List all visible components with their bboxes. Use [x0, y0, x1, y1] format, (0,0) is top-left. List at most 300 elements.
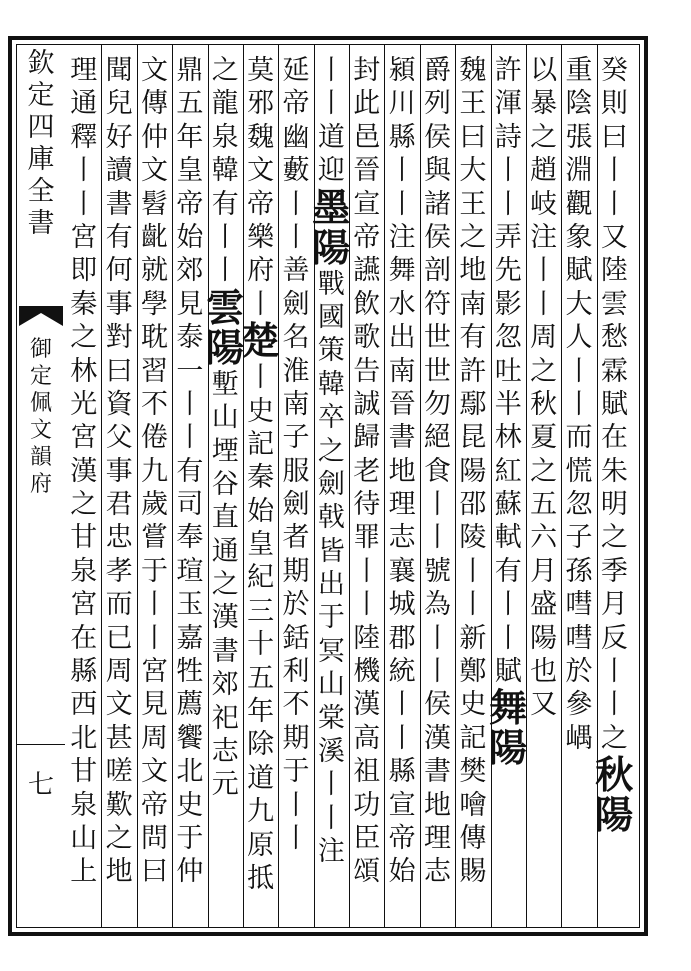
text-char: 曰 [105, 355, 133, 387]
text-char: 文 [140, 155, 168, 187]
text-char: 好 [105, 121, 133, 153]
text-char: 薦 [176, 689, 204, 721]
text-char: 周 [530, 322, 558, 354]
text-char: 延 [282, 55, 310, 86]
text-char: 期 [282, 555, 310, 587]
text-char: 誠 [353, 388, 381, 420]
text-char: 文 [140, 756, 168, 788]
text-char: 有 [211, 188, 239, 220]
text-char: 丨 [140, 622, 168, 654]
text-char: 志 [423, 856, 451, 888]
text-char: 帝 [282, 88, 310, 120]
text-char: 利 [282, 656, 310, 688]
volume-title [17, 336, 65, 498]
text-char: 府 [247, 255, 275, 287]
text-char: 人 [565, 322, 593, 354]
text-char: 在 [70, 622, 98, 654]
text-char: 宣 [388, 789, 416, 821]
text-char: 之 [530, 121, 558, 153]
series-title-char: 四 [27, 112, 55, 143]
text-char: 帝 [140, 789, 168, 821]
text-char: 北 [70, 722, 98, 754]
page-margin-column [16, 44, 65, 928]
text-char: 陽 [459, 455, 487, 487]
series-title-char: 定 [27, 80, 55, 111]
text-char: 渾 [494, 88, 522, 120]
text-column [347, 54, 387, 922]
text-char: 齔 [140, 221, 168, 253]
text-char: 林 [494, 422, 522, 454]
text-char: 注 [530, 221, 558, 253]
text-char: 與 [423, 155, 451, 187]
text-char: 而 [105, 589, 133, 621]
text-char: 始 [247, 495, 275, 527]
text-char: 棠 [317, 702, 345, 734]
text-char: 盛 [530, 589, 558, 621]
text-char: 文 [247, 155, 275, 187]
text-char: 有 [459, 322, 487, 354]
text-column [559, 54, 599, 922]
text-char: 丨 [282, 789, 310, 821]
text-char: 罪 [353, 522, 381, 554]
text-char: 丨 [176, 422, 204, 454]
text-char: 泉 [70, 789, 98, 821]
text-char: 習 [140, 355, 168, 387]
text-char: 不 [282, 689, 310, 721]
text-char: 丨 [600, 155, 628, 187]
text-char: 帝 [353, 221, 381, 253]
text-char: 釋 [70, 121, 98, 153]
text-char: 趙 [530, 155, 558, 187]
text-char: 賦 [600, 388, 628, 420]
text-char: 丨 [317, 55, 345, 86]
text-char: 絕 [423, 422, 451, 454]
headword-char: 陽 [312, 224, 351, 270]
text-char: 嘗 [140, 522, 168, 554]
text-char: 史 [459, 689, 487, 721]
text-char: 讀 [105, 155, 133, 187]
text-char: 陵 [459, 522, 487, 554]
text-char: 丨 [353, 589, 381, 621]
text-char: 影 [494, 288, 522, 320]
text-char: 始 [388, 856, 416, 888]
text-char: 六 [530, 522, 558, 554]
text-char: 丨 [600, 689, 628, 721]
text-char: 于 [282, 756, 310, 788]
volume-title-char: 定 [29, 364, 52, 389]
text-char: 秋 [530, 388, 558, 420]
text-char: 光 [70, 388, 98, 420]
text-char: 文 [140, 55, 168, 86]
text-char: 耽 [140, 322, 168, 354]
text-char: 宮 [70, 589, 98, 621]
text-char: 夏 [530, 422, 558, 454]
text-char: 策 [317, 335, 345, 367]
text-char: 孝 [105, 555, 133, 587]
text-char: 冥 [317, 635, 345, 667]
series-title-char: 書 [27, 208, 55, 239]
page-number: 七 [27, 770, 54, 800]
text-column [453, 54, 493, 922]
text-char: 於 [565, 656, 593, 688]
text-char: 郡 [388, 622, 416, 654]
text-char: 霖 [600, 355, 628, 387]
text-char: 陽 [530, 622, 558, 654]
text-char: 皇 [176, 155, 204, 187]
text-char: 噲 [459, 789, 487, 821]
text-char: 丨 [282, 188, 310, 220]
book-page [8, 36, 648, 936]
text-char: 歸 [353, 422, 381, 454]
text-char: 劍 [282, 489, 310, 521]
text-char: 于 [176, 822, 204, 854]
fish-tail-mark [19, 306, 63, 326]
text-char: 帝 [388, 822, 416, 854]
headword-char: 楚 [241, 318, 280, 364]
text-char: 號 [423, 555, 451, 587]
text-char: 龍 [211, 88, 239, 120]
text-char: 丨 [423, 622, 451, 654]
text-column [241, 54, 281, 922]
text-char: 丨 [317, 769, 345, 801]
text-char: 漢 [70, 455, 98, 487]
text-char: 記 [459, 722, 487, 754]
text-char: 川 [388, 88, 416, 120]
text-char: 之 [600, 522, 628, 554]
text-char: 侯 [423, 689, 451, 721]
text-char: 國 [317, 301, 345, 333]
text-char: 原 [247, 829, 275, 861]
text-char: 上 [70, 856, 98, 888]
text-char: 侯 [423, 121, 451, 153]
text-char: 象 [565, 221, 593, 253]
text-char: 詩 [494, 121, 522, 153]
text-char: 弄 [494, 221, 522, 253]
text-char: 之 [530, 455, 558, 487]
text-char: 待 [353, 489, 381, 521]
text-char: 城 [388, 589, 416, 621]
headword-char: 雲 [206, 284, 245, 330]
text-char: 於 [282, 589, 310, 621]
text-char: 丨 [423, 489, 451, 521]
text-char: 之 [317, 435, 345, 467]
text-char: 丨 [388, 188, 416, 220]
text-char: 漢 [423, 722, 451, 754]
series-title-char: 全 [27, 176, 55, 207]
text-char: 皆 [317, 535, 345, 567]
text-char: 縣 [70, 656, 98, 688]
text-char: 出 [317, 569, 345, 601]
text-char: 丨 [176, 388, 204, 420]
text-char: 之 [70, 322, 98, 354]
text-char: 縣 [388, 121, 416, 153]
text-char: 晉 [353, 155, 381, 187]
text-char: 帝 [247, 188, 275, 220]
text-char: 丨 [247, 288, 275, 320]
text-char: 南 [459, 288, 487, 320]
text-char: 曰 [140, 856, 168, 888]
text-char: 重 [565, 55, 593, 86]
text-char: 丨 [282, 822, 310, 854]
text-char: 年 [176, 121, 204, 153]
text-char: 縣 [388, 756, 416, 788]
text-char: 邪 [247, 88, 275, 120]
text-char: 理 [70, 55, 98, 86]
text-char: 陸 [353, 622, 381, 654]
text-char: 世 [423, 355, 451, 387]
text-char: 韓 [211, 155, 239, 187]
text-char: 瑄 [176, 555, 204, 587]
text-char: 注 [317, 836, 345, 868]
text-char: 為 [423, 589, 451, 621]
text-char: 丨 [211, 221, 239, 253]
text-char: 仲 [140, 121, 168, 153]
text-char: 紅 [494, 455, 522, 487]
text-char: 丨 [353, 555, 381, 587]
text-char: 王 [459, 88, 487, 120]
text-char: 地 [459, 255, 487, 287]
text-char: 軾 [494, 522, 522, 554]
text-char: 暴 [530, 88, 558, 120]
text-char: 丨 [459, 589, 487, 621]
text-char: 機 [353, 656, 381, 688]
text-char: 子 [282, 422, 310, 454]
text-char: 饗 [176, 722, 204, 754]
text-column [99, 54, 139, 922]
volume-title-char: 御 [29, 337, 52, 362]
text-column [205, 54, 245, 922]
text-char: 幽 [282, 121, 310, 153]
text-char: 已 [105, 622, 133, 654]
text-char: 皇 [247, 529, 275, 561]
text-char: 丨 [423, 522, 451, 554]
text-char: 子 [565, 522, 593, 554]
text-char: 之 [70, 489, 98, 521]
text-char: 朱 [600, 455, 628, 487]
text-char: 通 [70, 88, 98, 120]
text-char: 志 [211, 736, 239, 768]
text-char: 南 [282, 388, 310, 420]
text-char: 丨 [494, 155, 522, 187]
text-char: 嵎 [565, 722, 593, 754]
text-char: 始 [176, 221, 204, 253]
text-char: 統 [388, 656, 416, 688]
text-char: 北 [176, 756, 204, 788]
text-char: 聞 [105, 55, 133, 86]
text-char: 嘒 [565, 622, 593, 654]
text-char: 蘇 [494, 489, 522, 521]
text-char: 史 [176, 789, 204, 821]
text-char: 傳 [140, 88, 168, 120]
text-char: 地 [388, 455, 416, 487]
text-char: 服 [282, 455, 310, 487]
text-char: 堙 [211, 435, 239, 467]
text-column [276, 54, 316, 922]
text-char: 則 [600, 88, 628, 120]
text-char: 莫 [247, 55, 275, 86]
text-char: 丨 [70, 155, 98, 187]
text-char: 宮 [70, 422, 98, 454]
text-char: 勿 [423, 388, 451, 420]
text-char: 玉 [176, 589, 204, 621]
text-char: 許 [494, 55, 522, 86]
text-char: 封 [353, 55, 381, 86]
text-char: 紀 [247, 562, 275, 594]
series-title-char: 欽 [27, 48, 55, 79]
text-char: 雲 [600, 288, 628, 320]
text-char: 出 [388, 322, 416, 354]
text-char: 就 [140, 255, 168, 287]
text-char: 賜 [459, 856, 487, 888]
text-column [170, 54, 210, 922]
text-char: 丨 [565, 355, 593, 387]
text-char: 志 [388, 522, 416, 554]
text-char: 理 [388, 489, 416, 521]
text-char: 丨 [388, 722, 416, 754]
text-char: 學 [140, 288, 168, 320]
text-char: 牲 [176, 656, 204, 688]
text-char: 陰 [565, 88, 593, 120]
headword-char: 陽 [595, 792, 634, 838]
text-char: 許 [459, 355, 487, 387]
text-char: 賦 [565, 255, 593, 287]
text-char: 韓 [317, 368, 345, 400]
text-char: 劍 [317, 468, 345, 500]
text-char: 嘉 [176, 622, 204, 654]
text-char: 五 [530, 489, 558, 521]
text-char: 王 [459, 188, 487, 220]
text-char: 祀 [211, 702, 239, 734]
text-char: 丨 [600, 188, 628, 220]
text-char: 事 [105, 455, 133, 487]
text-char: 賦 [494, 656, 522, 688]
text-char: 之 [105, 822, 133, 854]
text-char: 樊 [459, 756, 487, 788]
text-char: 季 [600, 555, 628, 587]
text-char: 此 [353, 88, 381, 120]
text-char: 銛 [282, 622, 310, 654]
text-char: 事 [105, 288, 133, 320]
text-char: 記 [247, 428, 275, 460]
text-char: 愁 [600, 322, 628, 354]
text-char: 臣 [353, 822, 381, 854]
text-char: 也 [530, 656, 558, 688]
text-char: 文 [105, 689, 133, 721]
text-char: 周 [140, 722, 168, 754]
text-char: 卒 [317, 402, 345, 434]
text-char: 見 [176, 288, 204, 320]
text-char: 歌 [353, 322, 381, 354]
text-char: 列 [423, 88, 451, 120]
text-char: 書 [105, 188, 133, 220]
text-char: 丨 [565, 388, 593, 420]
text-char: 符 [423, 288, 451, 320]
volume-title-char: 文 [29, 418, 52, 443]
text-char: 丨 [247, 362, 275, 394]
text-char: 山 [211, 402, 239, 434]
text-char: 抵 [247, 862, 275, 894]
text-char: 吐 [494, 355, 522, 387]
text-char: 傳 [459, 822, 487, 854]
text-column [524, 54, 564, 922]
text-char: 侯 [423, 221, 451, 253]
headword-char: 陽 [206, 324, 245, 370]
text-char: 邵 [459, 489, 487, 521]
text-char: 年 [247, 696, 275, 728]
text-char: 漢 [353, 689, 381, 721]
volume-title-char: 府 [29, 472, 52, 497]
text-char: 鄭 [459, 656, 487, 688]
text-char: 西 [70, 689, 98, 721]
text-char: 十 [247, 629, 275, 661]
text-char: 直 [211, 502, 239, 534]
text-char: 忽 [494, 322, 522, 354]
text-char: 歲 [140, 489, 168, 521]
text-char: 丨 [494, 622, 522, 654]
text-char: 丨 [388, 689, 416, 721]
text-char: 一 [176, 355, 204, 387]
text-char: 期 [282, 722, 310, 754]
text-char: 丨 [388, 155, 416, 187]
text-char: 大 [459, 155, 487, 187]
text-column [594, 54, 634, 922]
text-char: 昆 [459, 422, 487, 454]
text-column [64, 54, 104, 922]
text-char: 又 [600, 221, 628, 253]
series-title [17, 48, 65, 240]
text-char: 山 [317, 669, 345, 701]
text-char: 丨 [140, 589, 168, 621]
text-char: 世 [423, 322, 451, 354]
text-char: 水 [388, 288, 416, 320]
text-char: 有 [176, 455, 204, 487]
text-char: 迎 [317, 155, 345, 187]
text-char: 資 [105, 388, 133, 420]
text-column [488, 54, 528, 922]
text-char: 宮 [70, 221, 98, 253]
text-char: 丨 [530, 288, 558, 320]
text-char: 于 [317, 602, 345, 634]
headword-char: 墨 [312, 184, 351, 230]
text-char: 者 [282, 522, 310, 554]
volume-title-char: 佩 [29, 391, 52, 416]
headword-char: 舞 [489, 685, 528, 731]
text-char: 告 [353, 355, 381, 387]
text-char: 邑 [353, 121, 381, 153]
text-column [311, 54, 351, 922]
text-char: 高 [353, 722, 381, 754]
text-char: 在 [600, 422, 628, 454]
text-char: 癸 [600, 55, 628, 86]
headword-char: 秋 [595, 752, 634, 798]
text-char: 鄢 [459, 388, 487, 420]
text-char: 丨 [282, 221, 310, 253]
text-char: 忽 [565, 489, 593, 521]
text-char: 溪 [317, 736, 345, 768]
text-char: 潁 [388, 55, 416, 86]
text-char: 祖 [353, 756, 381, 788]
text-char: 泉 [211, 121, 239, 153]
text-char: 地 [423, 789, 451, 821]
text-char: 理 [423, 822, 451, 854]
text-char: 丨 [317, 88, 345, 120]
text-char: 爵 [423, 55, 451, 86]
text-char: 舞 [388, 255, 416, 287]
text-char: 以 [530, 55, 558, 86]
text-char: 丨 [494, 188, 522, 220]
text-char: 道 [317, 121, 345, 153]
series-title-char: 庫 [27, 144, 55, 175]
